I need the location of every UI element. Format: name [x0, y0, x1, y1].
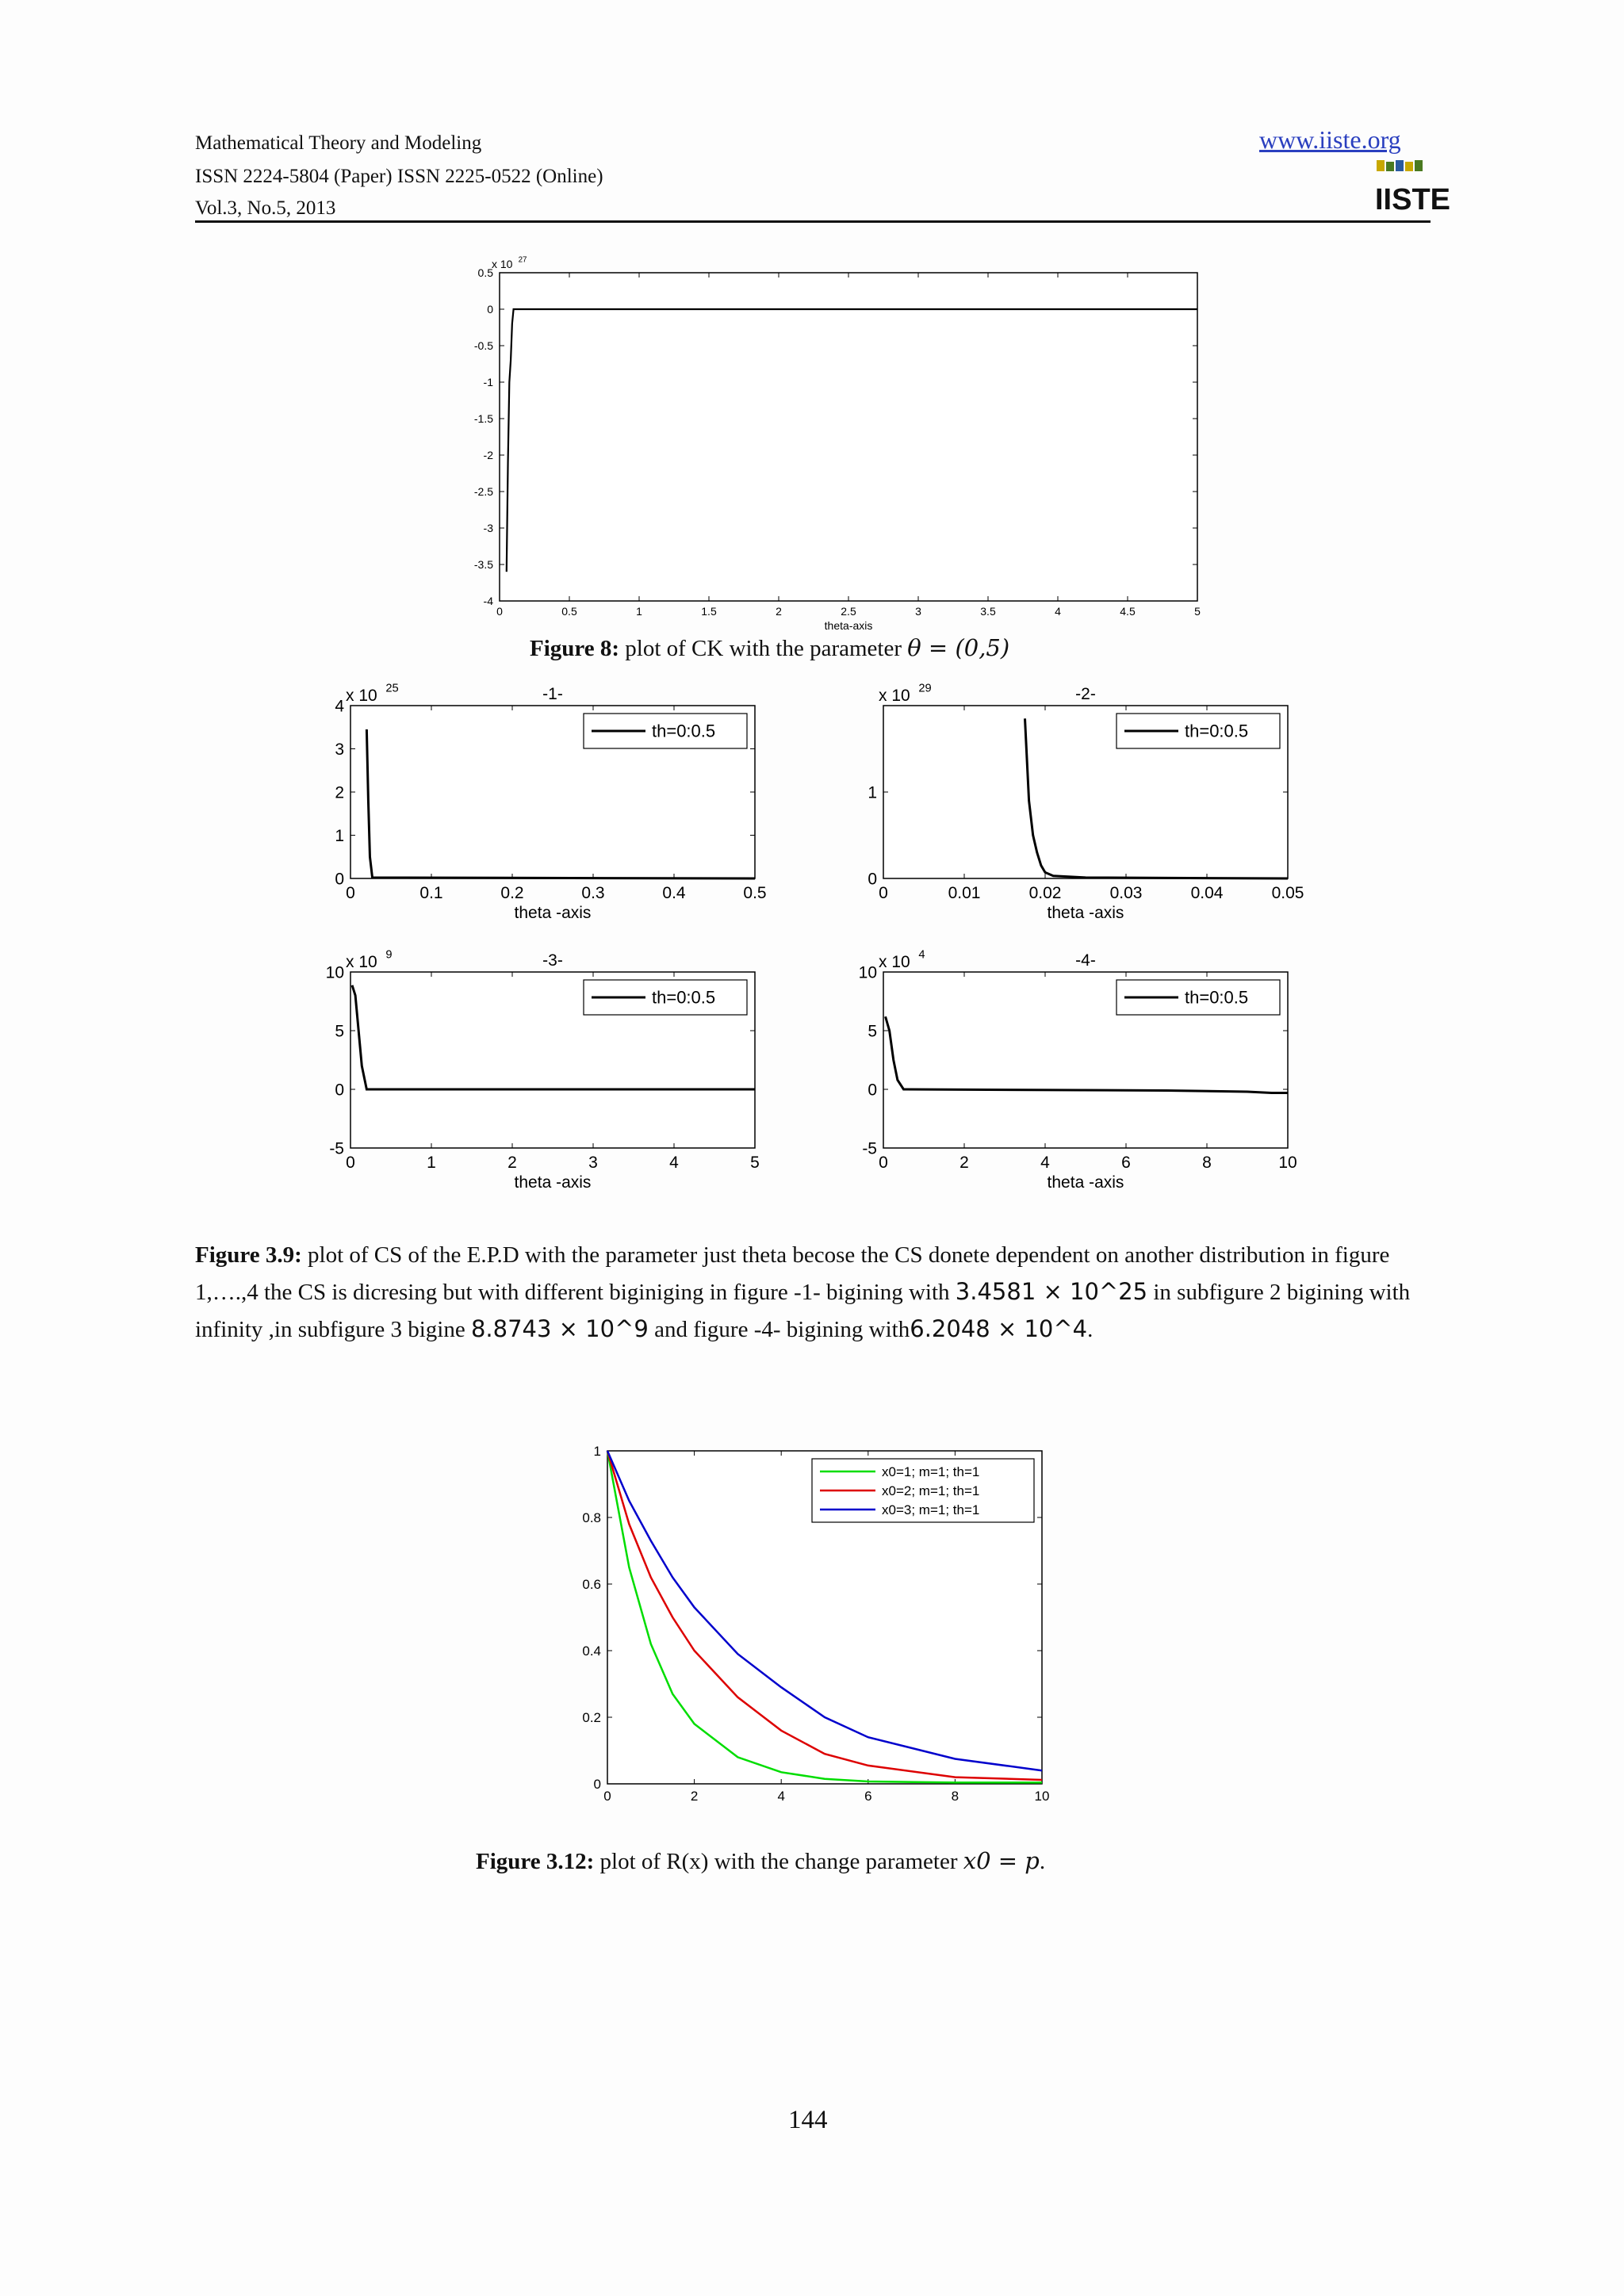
y-tick-label: -1.5: [473, 411, 493, 425]
figure-3-9-caption-text: plot of CS of the E.P.D with the parameter just theta becose the CS donete dependent on another distribution in figure 1,….,4 the CS is dicresing but with different biginiging in figure -1- bigining with: [195, 1242, 1390, 1305]
caption-value-2: 8.8743 × 10^9: [470, 1315, 649, 1342]
x-tick-label: 8: [951, 1789, 959, 1804]
figure-8-caption: [530, 634, 1009, 662]
subplot-2-chart: [850, 664, 1326, 922]
caption-text-4: .: [1087, 1317, 1094, 1342]
x-tick-label: 3: [915, 605, 921, 618]
x-tick-label: 2: [690, 1789, 699, 1804]
x-tick-label: 0.05: [1271, 884, 1304, 902]
issn-line: ISSN 2224-5804 (Paper) ISSN 2225-0522 (Online): [195, 166, 603, 187]
x-tick-label: 0.5: [561, 605, 577, 618]
y-tick-label: 0: [487, 302, 493, 316]
x-tick-label: 0.04: [1190, 884, 1224, 902]
header-rule: [195, 220, 1431, 223]
x-tick-label: 0.3: [581, 884, 605, 902]
subplot-1-chart: [317, 664, 793, 922]
axis-multiplier: x 10: [879, 953, 910, 971]
y-tick-label: 1: [868, 783, 877, 802]
y-tick-label: -1: [483, 375, 493, 388]
x-tick-label: 0: [346, 1154, 355, 1172]
x-tick-label: 3: [588, 1154, 598, 1172]
logo-text: IISTE: [1375, 183, 1451, 216]
x-tick-label: 4: [1055, 605, 1061, 618]
legend-label: x0=1; m=1; th=1: [882, 1464, 980, 1479]
y-tick-label: 5: [868, 1022, 877, 1041]
figure-3-12-caption-math: x0 = p: [963, 1847, 1040, 1874]
figure-3-12-caption-end: .: [1039, 1849, 1046, 1874]
y-tick-label: 0: [593, 1776, 601, 1792]
x-tick-label: 0: [346, 884, 355, 902]
y-tick-label: -2.5: [473, 484, 493, 498]
legend-label: x0=3; m=1; th=1: [882, 1502, 980, 1517]
subplot-title: -3-: [542, 951, 563, 970]
x-tick-label: 0: [879, 1154, 888, 1172]
figure-3-12-caption: [476, 1847, 1045, 1875]
y-tick-label: -2: [483, 448, 493, 461]
x-tick-label: 0: [603, 1789, 611, 1804]
x-tick-label: 10: [1278, 1154, 1297, 1172]
y-tick-label: 10: [325, 963, 344, 982]
axis-multiplier: x 10: [492, 258, 513, 270]
x-tick-label: 8: [1202, 1154, 1212, 1172]
x-tick-label: 0.01: [948, 884, 981, 902]
x-tick-label: 0.02: [1028, 884, 1062, 902]
y-tick-label: 0.4: [582, 1643, 601, 1659]
page-number: 144: [788, 2106, 828, 2134]
subplot-title: -4-: [1075, 951, 1096, 970]
x-tick-label: 0.03: [1109, 884, 1143, 902]
y-tick-label: 0: [335, 870, 344, 889]
x-tick-label: 2: [508, 1154, 517, 1172]
x-tick-label: 2.5: [841, 605, 856, 618]
x-tick-label: 1.5: [701, 605, 717, 618]
y-tick-label: -0.5: [473, 339, 493, 352]
figure-8-chart: [428, 252, 1221, 633]
x-tick-label: 2: [776, 605, 782, 618]
axis-multiplier-exponent: 25: [385, 682, 399, 695]
x-tick-label: 4: [777, 1789, 785, 1804]
x-tick-label: 3.5: [980, 605, 996, 618]
y-tick-label: 0.6: [582, 1576, 601, 1592]
axis-multiplier-exponent: 29: [918, 682, 932, 695]
figure-8-caption-math: θ = (0,5): [907, 634, 1010, 661]
x-axis-label: theta -axis: [1047, 904, 1124, 922]
y-tick-label: 0.2: [582, 1709, 601, 1725]
y-tick-label: 0: [335, 1081, 344, 1100]
figure-3-12-caption-label: Figure 3.12:: [476, 1849, 595, 1874]
x-tick-label: 4.5: [1120, 605, 1136, 618]
y-tick-label: 0.8: [582, 1510, 601, 1525]
caption-value-3: 6.2048 × 10^4: [910, 1315, 1088, 1342]
legend-label: th=0:0.5: [652, 721, 716, 741]
y-tick-label: 4: [335, 697, 344, 716]
y-tick-label: -3.5: [473, 557, 493, 571]
axis-multiplier: x 10: [879, 687, 910, 705]
caption-value-1: 3.4581 × 10^25: [955, 1278, 1148, 1305]
x-tick-label: 0.4: [662, 884, 686, 902]
x-tick-label: 6: [1121, 1154, 1131, 1172]
y-tick-label: -4: [483, 594, 493, 607]
x-tick-label: 1: [427, 1154, 436, 1172]
y-tick-label: -5: [329, 1139, 344, 1158]
legend-label: th=0:0.5: [1185, 721, 1249, 741]
figure-3-12-chart: [555, 1437, 1063, 1817]
legend-label: x0=2; m=1; th=1: [882, 1483, 980, 1498]
caption-text-2: in subfigure 2 bigining with infinity ,in subfigure 3 bigine: [195, 1280, 1411, 1342]
legend-label: th=0:0.5: [1185, 987, 1249, 1008]
y-tick-label: -5: [862, 1139, 877, 1158]
figure-3-9-caption: [195, 1237, 1432, 1348]
figure-8-caption-label: Figure 8:: [530, 636, 620, 661]
axis-multiplier: x 10: [346, 953, 377, 971]
subplot-3-chart: [317, 932, 793, 1202]
x-axis-label: theta -axis: [1047, 1173, 1124, 1192]
x-tick-label: 0: [496, 605, 503, 618]
axis-multiplier-exponent: 27: [518, 255, 527, 265]
x-axis-label: theta -axis: [514, 1173, 592, 1192]
x-tick-label: 4: [669, 1154, 679, 1172]
x-tick-label: 5: [1194, 605, 1201, 618]
figure-8-caption-text: plot of CK with the parameter: [619, 636, 908, 661]
figure-3-9-caption-label: Figure 3.9:: [195, 1242, 302, 1268]
x-tick-label: 2: [959, 1154, 969, 1172]
y-tick-label: 0: [868, 1081, 877, 1100]
axis-multiplier-exponent: 9: [385, 948, 393, 962]
figure-3-12-caption-text: plot of R(x) with the change parameter: [594, 1849, 963, 1874]
y-tick-label: 0: [868, 870, 877, 889]
axis-multiplier: x 10: [346, 687, 377, 705]
axis-multiplier-exponent: 4: [918, 948, 925, 962]
y-tick-label: 0.5: [477, 266, 493, 279]
x-tick-label: 0.1: [419, 884, 443, 902]
iiste-logo: [1375, 159, 1451, 218]
journal-title: Mathematical Theory and Modeling: [195, 132, 482, 154]
x-axis-label: theta-axis: [824, 619, 873, 632]
x-tick-label: 5: [750, 1154, 760, 1172]
x-tick-label: 4: [1040, 1154, 1050, 1172]
x-tick-label: 0.2: [500, 884, 524, 902]
caption-text-3: and figure -4- bigining with: [648, 1317, 910, 1342]
y-tick-label: 5: [335, 1022, 344, 1041]
volume-line: Vol.3, No.5, 2013: [195, 197, 336, 219]
x-tick-label: 6: [864, 1789, 872, 1804]
legend-label: th=0:0.5: [652, 987, 716, 1008]
y-tick-label: 10: [858, 963, 877, 982]
y-tick-label: 3: [335, 740, 344, 759]
y-tick-label: 2: [335, 783, 344, 802]
y-tick-label: -3: [483, 521, 493, 534]
subplot-title: -2-: [1075, 685, 1096, 703]
x-tick-label: 1: [636, 605, 642, 618]
x-tick-label: 10: [1034, 1789, 1050, 1804]
journal-url-link[interactable]: www.iiste.org: [1259, 125, 1401, 154]
subplot-title: -1-: [542, 685, 563, 703]
x-tick-label: 0: [879, 884, 888, 902]
x-axis-label: theta -axis: [514, 904, 592, 922]
x-tick-label: 0.5: [743, 884, 767, 902]
y-tick-label: 1: [335, 826, 344, 845]
plot-area: [500, 273, 1197, 601]
y-tick-label: 1: [593, 1443, 601, 1459]
subplot-4-chart: [850, 932, 1326, 1202]
